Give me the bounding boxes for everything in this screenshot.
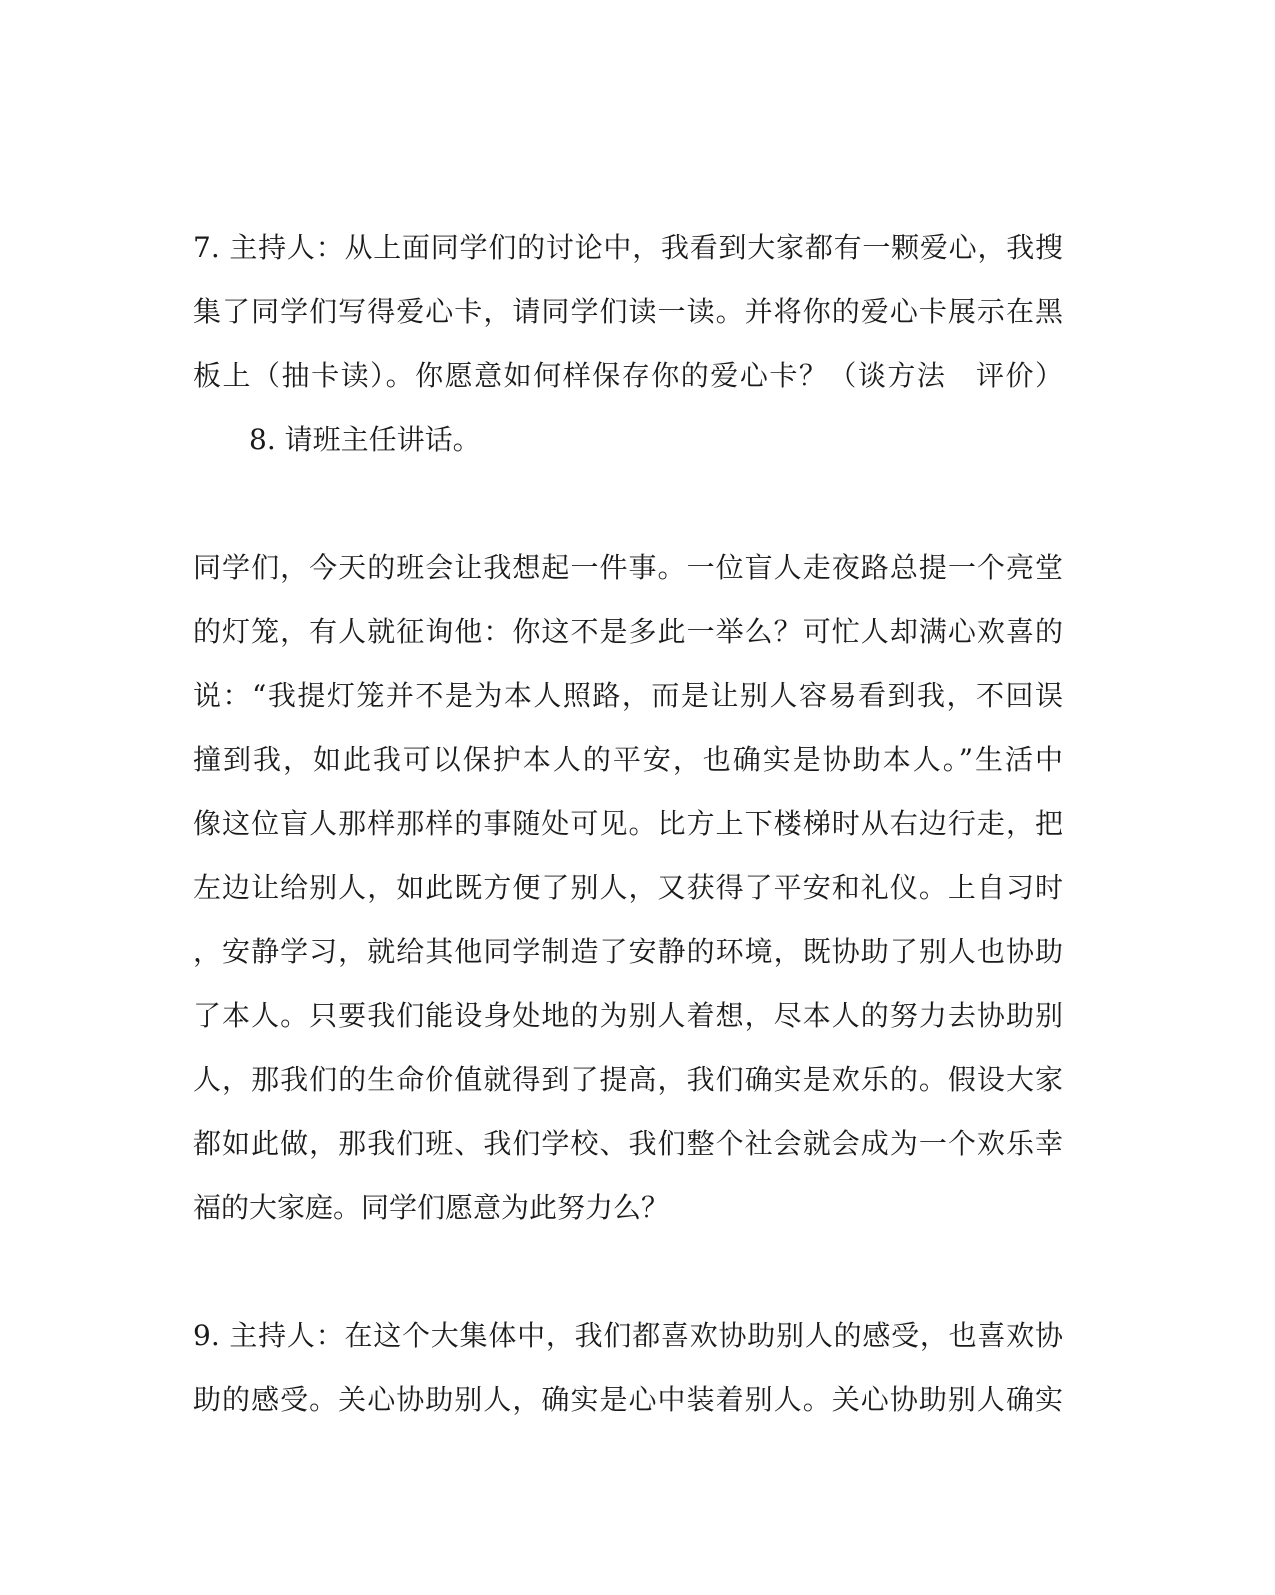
- speech-line-5: 像这位盲人那样那样的事随处可见。比方上下楼梯时从右边行走，把: [193, 807, 1063, 840]
- paragraph-8-line-1: 8. 请班主任讲话。: [249, 423, 481, 456]
- paragraph-9-line-2: 助的感受。关心协助别人，确实是心中装着别人。关心协助别人确实: [193, 1383, 1063, 1416]
- speech-line-6: 左边让给别人，如此既方便了别人，又获得了平安和礼仪。上自习时: [193, 871, 1063, 904]
- paragraph-7-line-1: 7. 主持人：从上面同学们的讨论中，我看到大家都有一颗爱心，我搜: [193, 231, 1063, 264]
- speech-line-2: 的灯笼，有人就征询他：你这不是多此一举么？可忙人却满心欢喜的: [193, 615, 1063, 648]
- speech-line-8: 了本人。只要我们能设身处地的为别人着想，尽本人的努力去协助别: [193, 999, 1063, 1032]
- speech-line-11: 福的大家庭。同学们愿意为此努力么？: [193, 1191, 670, 1224]
- speech-line-9: 人，那我们的生命价值就得到了提高，我们确实是欢乐的。假设大家: [193, 1063, 1063, 1096]
- speech-line-1: 同学们，今天的班会让我想起一件事。一位盲人走夜路总提一个亮堂: [193, 551, 1063, 584]
- paragraph-9-line-1: 9. 主持人：在这个大集体中，我们都喜欢协助别人的感受，也喜欢协: [193, 1319, 1063, 1352]
- speech-line-10: 都如此做，那我们班、我们学校、我们整个社会就会成为一个欢乐幸: [193, 1127, 1063, 1160]
- paragraph-7-line-3: 板上（抽卡读）。你愿意如何样保存你的爱心卡？（谈方法 评价）: [193, 359, 1063, 392]
- speech-line-3: 说：“我提灯笼并不是为本人照路，而是让别人容易看到我，不回误: [193, 679, 1063, 712]
- speech-line-7: ，安静学习，就给其他同学制造了安静的环境，既协助了别人也协助: [193, 935, 1063, 968]
- speech-line-4: 撞到我，如此我可以保护本人的平安，也确实是协助本人。”生活中: [193, 743, 1063, 776]
- paragraph-7-line-2: 集了同学们写得爱心卡，请同学们读一读。并将你的爱心卡展示在黑: [193, 295, 1063, 328]
